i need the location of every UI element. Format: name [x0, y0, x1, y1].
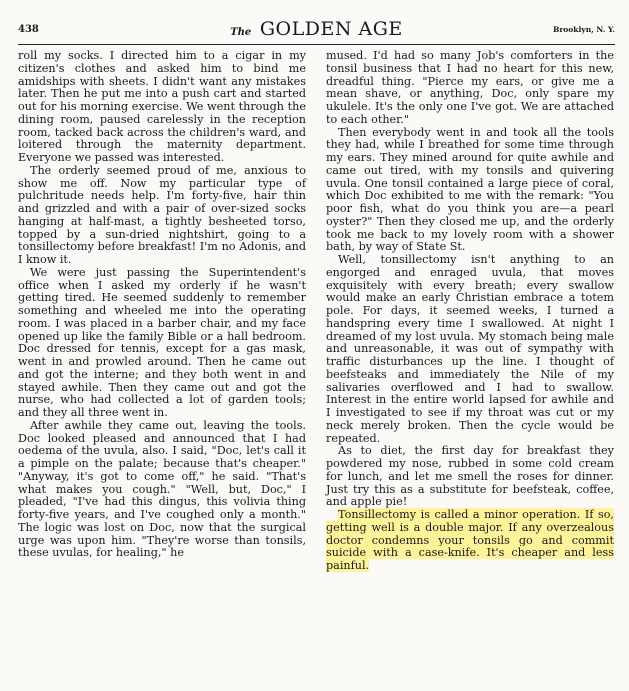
- highlight: Tonsillectomy is called a minor operation. If so, getting well is a double major. If any overzealous doctor condemns your tonsils go and commit suicide with a case-knife. It's cheaper and less painful.: [326, 508, 614, 572]
- paragraph: As to diet, the first day for breakfast they powdered my nose, rubbed in some cold cream for lunch, and let me smell the roses for dinner. Just try this as a substitute for beefsteak, coffee, and apple pie!: [326, 444, 614, 509]
- magazine-title: [18, 18, 615, 40]
- paragraph: roll my socks. I directed him to a cigar in my citizen's clothes and asked him to bind me amidships with sheets. I didn't want any mistakes later. Then he put me into a push cart and started out for his morning exercise. We went through the dining room, paused carelessly in the reception room, tacked back across the children's ward, and loitered through the maternity department. Everyone we passed was interested.: [18, 49, 306, 164]
- paragraph: mused. I'd had so many Job's comforters in the tonsil business that I had no heart for this new, dreadful thing. "Pierce my ears, or give me a mean shave, or anything, Doc, only spare my ukulele. It's the only one I've got. We are attached to each other.": [326, 49, 614, 126]
- paragraph: After awhile they came out, leaving the tools. Doc looked pleased and announced that I had oedema of the uvula, also. I said, "Doc, let's call it a pimple on the palate; because that's cheaper." "Anyway, it's got to come off," he said. "That's what makes you cough." "Well, but, Doc," I pleaded, "I've had this dingus, this volivia thing forty-five years, and I've coughed only a month." The logic was lost on Doc, now that the surgical urge was upon him. "They're worse than tonsils, these uvulas, for healing," he: [18, 418, 306, 560]
- paragraph: Well, tonsillectomy isn't anything to an engorged and enraged uvula, that moves exquisitely with every breath; every swallow would make an early Christian embrace a totem pole. For days, it seemed weeks, I turned a handspring every time I swallowed. At night I dreamed of my lost uvula. My stomach being male and unreasonable, it was out of sympathy with traffic disturbances up the line. I thought of beefsteaks and immediately the Nile of my salivaries overflowed and I had to swallow. Interest in the entire world lapsed for awhile and I investigated to see if my throat was cut or my neck merely broken. Then the cycle would be repeated.: [326, 253, 614, 445]
- paragraph: Then everybody went in and took all the tools they had, while I breathed for some time through my ears. They mined around for quite awhile and came out tired, with my tonsils and quivering uvula. One tonsil contained a large piece of coral, which Doc exhibited to me with the remark: "You poor fish, what do you think you are—a pearl oyster?" Then they closed me up, and the orderly took me back to my lovely room with a shower bath, by way of State St.: [326, 125, 614, 254]
- highlighted-paragraph: [326, 509, 614, 573]
- title-text: GOLDEN AGE: [259, 18, 403, 40]
- left-column: [18, 50, 306, 560]
- paragraph: The orderly seemed proud of me, anxious to show me off. Now my particular type of pulchritude needs help. I'm forty-five, hair thin and grizzled and with a pair of over-sized socks hanging at half-mast, a tightly besheeted torso, topped by a sun-dried nightshirt, going to a tonsillectomy before breakfast! I'm no Adonis, and I know it.: [18, 163, 306, 266]
- page-number: 438: [18, 24, 39, 35]
- publication-place: Brooklyn, N. Y.: [553, 25, 615, 34]
- paragraph: We were just passing the Superintendent's office when I asked my orderly if he wasn't getting tired. He seemed suddenly to remember something and wheeled me into the operating room. I was placed in a barber chair, and my face opened up like the family Bible or a hall bedroom. Doc dressed for tennis, except for a gas mask, went in and prowled around. Then he came out and got the interne; and they both went in and stayed awhile. Then they came out and got the nurse, who had collected a lot of garden tools; and they all three went in.: [18, 265, 306, 419]
- right-column: [326, 50, 614, 573]
- title-prefix: The: [230, 27, 252, 38]
- page-header: [18, 18, 615, 45]
